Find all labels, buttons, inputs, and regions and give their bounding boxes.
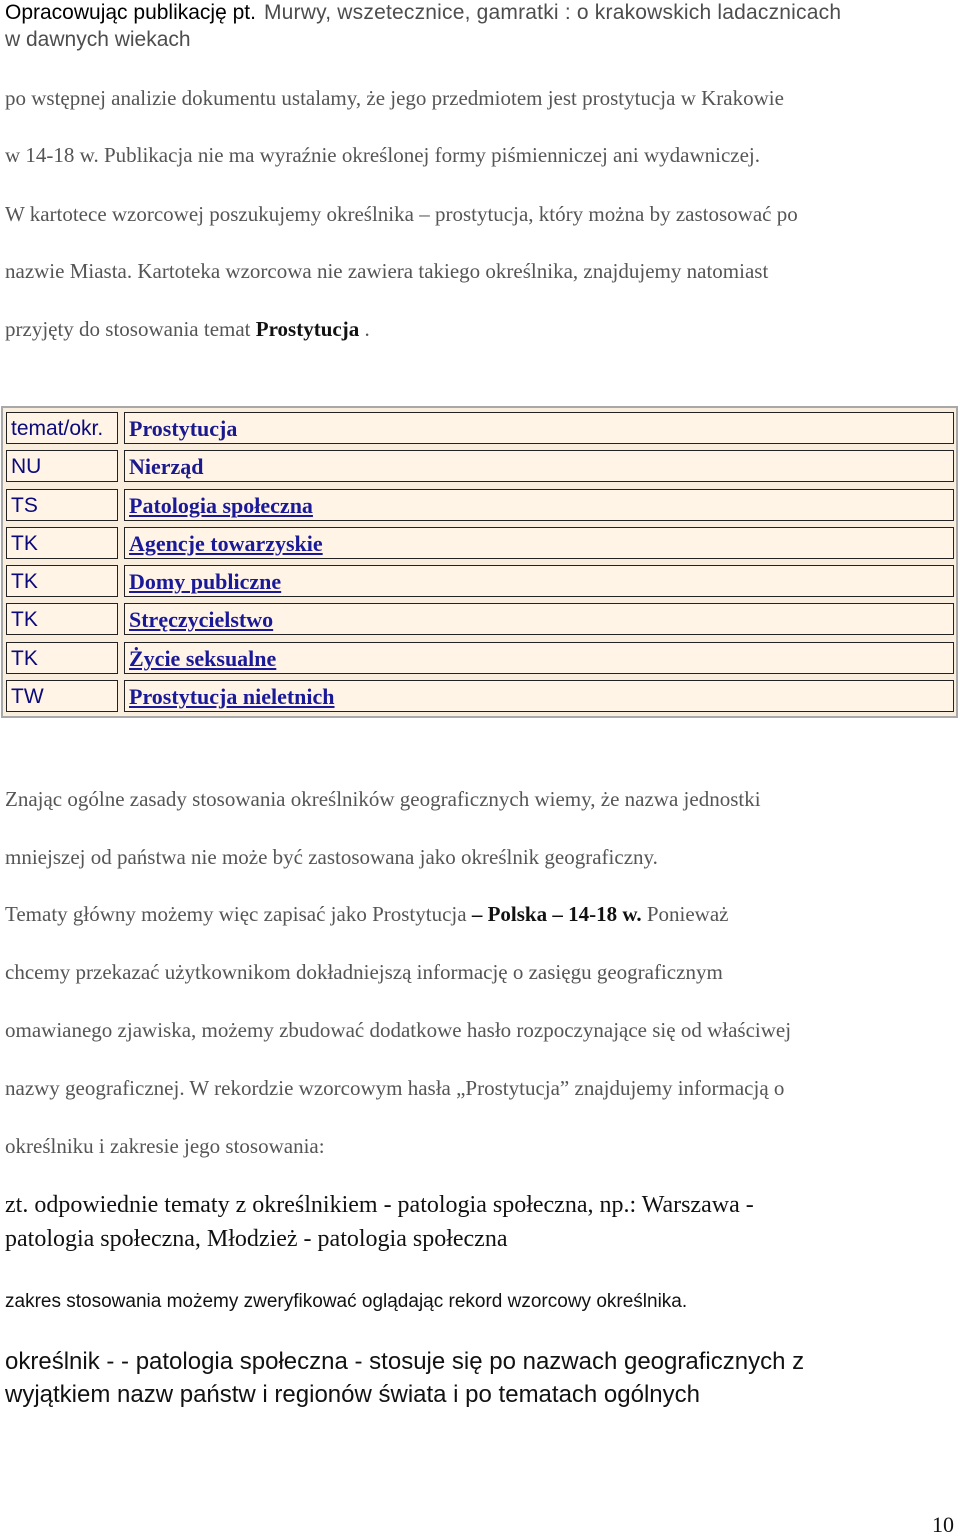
thesaurus-code: temat/okr. bbox=[6, 412, 118, 444]
thesaurus-table bbox=[1, 406, 958, 718]
heading-polska: – Polska – 14-18 w. bbox=[471, 902, 642, 926]
thesaurus-code: TS bbox=[6, 489, 118, 521]
thesaurus-term[interactable] bbox=[124, 527, 954, 559]
thesaurus-term-link[interactable]: Stręczycielstwo bbox=[129, 607, 274, 632]
analysis-line-7: określniku i zakresie jego stosowania: bbox=[5, 1134, 325, 1158]
thesaurus-code: TK bbox=[6, 565, 118, 597]
okr-line-1: określnik - - patologia społeczna - stosuje się po nazwach geograficznych z bbox=[5, 1348, 805, 1375]
thesaurus-code: TK bbox=[6, 642, 118, 674]
thesaurus-term[interactable] bbox=[124, 603, 954, 635]
analysis-line-3-suffix: Ponieważ bbox=[641, 902, 729, 926]
heading-prefix: Opracowując publikację pt. bbox=[5, 1, 256, 24]
thesaurus-term-link[interactable]: Życie seksualne bbox=[129, 646, 277, 671]
topic-prostytucja: Prostytucja bbox=[255, 317, 360, 341]
thesaurus-code: TK bbox=[6, 527, 118, 559]
intro-line-1: po wstępnej analizie dokumentu ustalamy, że jego przedmiotem jest prostytucja w Krakowie bbox=[5, 86, 784, 110]
intro-line-5-suffix: . bbox=[359, 317, 370, 341]
thesaurus-term-link[interactable]: Prostytucja nieletnich bbox=[129, 684, 335, 709]
heading-line-2: w dawnych wiekach bbox=[5, 28, 191, 51]
intro-line-5-prefix: przyjęty do stosowania temat bbox=[5, 317, 256, 341]
thesaurus-term-text: Nierząd bbox=[129, 454, 204, 479]
thesaurus-code: TK bbox=[6, 603, 118, 635]
thesaurus-term-link[interactable]: Patologia społeczna bbox=[129, 493, 313, 518]
thesaurus-term bbox=[124, 450, 954, 482]
thesaurus-term[interactable] bbox=[124, 565, 954, 597]
intro-line-2: w 14-18 w. Publikacja nie ma wyraźnie określonej formy piśmienniczej ani wydawniczej. bbox=[5, 143, 760, 167]
zt-line-1: zt. odpowiednie tematy z określnikiem - patologia społeczna, np.: Warszawa - bbox=[5, 1192, 754, 1218]
intro-line-3: W kartotece wzorcowej poszukujemy określnika – prostytucja, który można by zastosować po bbox=[5, 202, 798, 226]
publication-title: Murwy, wszetecznice, gamratki : o krakowskich ladacznicach bbox=[263, 1, 842, 24]
page-number: 10 bbox=[932, 1512, 954, 1537]
analysis-line-3-prefix: Tematy główny możemy więc zapisać jako Prostytucja bbox=[5, 902, 472, 926]
zt-line-2: patologia społeczna, Młodzież - patologia społeczna bbox=[5, 1226, 508, 1252]
thesaurus-term-link[interactable]: Agencje towarzyskie bbox=[129, 531, 323, 556]
analysis-line-6: nazwy geograficznej. W rekordzie wzorcowym hasła „Prostytucja” znajdujemy informacją o bbox=[5, 1076, 785, 1100]
thesaurus-term[interactable] bbox=[124, 680, 954, 712]
thesaurus-term[interactable] bbox=[124, 642, 954, 674]
analysis-line-5: omawianego zjawiska, możemy zbudować dodatkowe hasło rozpoczynające się od właściwej bbox=[5, 1018, 792, 1042]
heading-line-1 bbox=[5, 0, 841, 25]
analysis-line-3 bbox=[5, 902, 728, 927]
okr-line-2: wyjątkiem nazw państw i regionów świata i po tematach ogólnych bbox=[5, 1381, 701, 1408]
analysis-line-4: chcemy przekazać użytkownikom dokładniejszą informację o zasięgu geograficznym bbox=[5, 960, 723, 984]
verify-line: zakres stosowania możemy zweryfikować oglądając rekord wzorcowy określnika. bbox=[5, 1291, 688, 1312]
analysis-line-1: Znając ogólne zasady stosowania określników geograficznych wiemy, że nazwa jednostki bbox=[5, 787, 761, 811]
intro-line-5 bbox=[5, 317, 370, 342]
thesaurus-code: NU bbox=[6, 450, 118, 482]
thesaurus-term[interactable] bbox=[124, 489, 954, 521]
analysis-line-2: mniejszej od państwa nie może być zastosowana jako określnik geograficzny. bbox=[5, 845, 658, 869]
thesaurus-term-text: Prostytucja bbox=[129, 416, 238, 441]
thesaurus-term bbox=[124, 412, 954, 444]
thesaurus-term-link[interactable]: Domy publiczne bbox=[129, 569, 282, 594]
thesaurus-code: TW bbox=[6, 680, 118, 712]
intro-line-4: nazwie Miasta. Kartoteka wzorcowa nie zawiera takiego określnika, znajdujemy natomiast bbox=[5, 259, 769, 283]
